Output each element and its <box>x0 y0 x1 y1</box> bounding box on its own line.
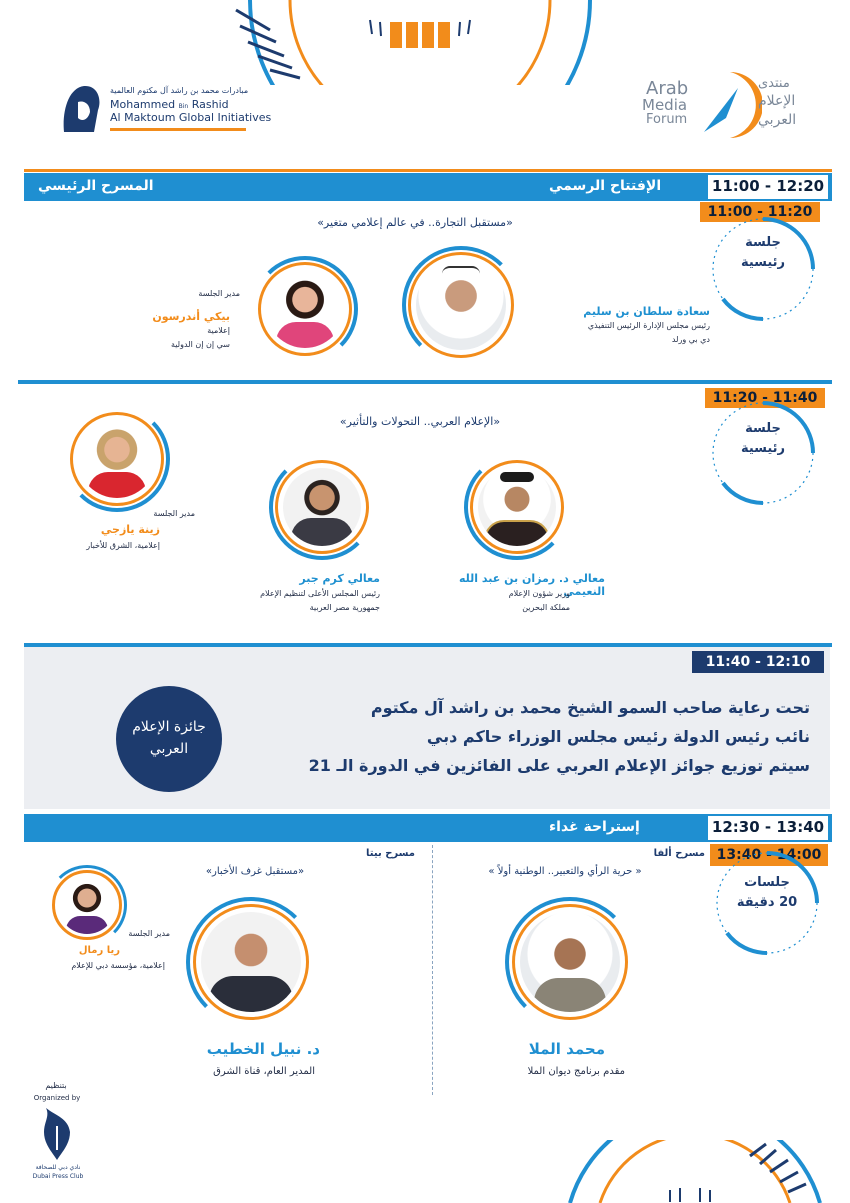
session1-speaker-role1: رئيس مجلس الإدارة الرئيس التنفيذي <box>587 321 710 330</box>
beta-speaker-name: د. نبيل الخطيب <box>206 1040 320 1058</box>
session1-speaker-role2: دي بي ورلد <box>671 335 710 344</box>
awards-line1: تحت رعاية صاحب السمو الشيخ محمد بن راشد آل مكتوم <box>370 698 810 717</box>
opening-time: 11:00 - 12:20 <box>711 177 825 195</box>
session1-topic: «مستقبل التجارة.. في عالم إعلامي متغير» <box>317 216 513 229</box>
session2-topic: «الإعلام العربي.. التحولات والتأثير» <box>339 415 501 428</box>
alpha-topic: « حرية الرأي والتعبير.. الوطنية أولاً » <box>488 866 642 877</box>
bottom-dial-decoration <box>560 1140 830 1203</box>
session1-moderator-role1: إعلامية <box>207 326 230 335</box>
awards-time: 11:40 - 12:10 <box>692 651 824 673</box>
mbr-english-line3: Al Maktoum Global Initiatives <box>110 111 272 124</box>
award-logo-text: جائزة الإعلام العربي <box>132 719 206 757</box>
session2-speaker1-role1: وزير شؤون الإعلام <box>508 589 570 598</box>
session2-moderator-name: زينة يازجي <box>100 523 160 536</box>
amf-arabic-line2: الإعلام <box>758 93 796 109</box>
mbr-english-line1 <box>110 98 229 111</box>
arab-media-award-logo <box>116 686 222 792</box>
session2-dial-line2: رئيسية <box>740 441 786 456</box>
opening-title: الإفتتاح الرسمي <box>549 178 662 194</box>
stages-separator <box>432 845 433 1095</box>
mbr-arabic-name: مبادرات محمد بن راشد آل مكتوم العالمية <box>110 86 249 95</box>
arab-media-forum-logo <box>640 68 820 143</box>
mbr-english-rashid: Rashid <box>191 98 229 111</box>
session2-moderator-role: إعلامية، الشرق للأخبار <box>86 541 160 550</box>
session3-moderator-name: ريا رمال <box>78 945 120 956</box>
session3-time: 13:40 - 14:00 <box>710 844 828 866</box>
stage-alpha-label: مسرح ألفا <box>653 848 705 859</box>
top-dial-decoration <box>230 0 610 85</box>
session2-time: 11:20 - 11:40 <box>705 388 825 408</box>
dpc-english: Dubai Press Club <box>32 1173 84 1180</box>
amf-english-media: Media <box>642 96 688 114</box>
beta-speaker-role: المدير العام، قناة الشرق <box>213 1066 315 1077</box>
session1-speaker-name: سعادة سلطان بن سليم <box>583 305 710 318</box>
opening-stage: المسرح الرئيسي <box>38 178 154 194</box>
session1-time: 11:00 - 11:20 <box>700 202 820 222</box>
session2-dial-line1: جلسة <box>745 421 781 436</box>
amf-arabic-line1: منتدى <box>758 76 790 91</box>
session3-moderator-role: إعلامية، مؤسسة دبي للإعلام <box>71 961 165 970</box>
session2-speaker1-photo <box>478 468 556 546</box>
session1-moderator-name: بيكي أندرسون <box>152 310 230 323</box>
session1-moderator-role2: سي إن إن الدولية <box>170 340 230 349</box>
session2-speaker2-role1: رئيس المجلس الأعلى لتنظيم الإعلام <box>260 589 380 598</box>
session2-speaker2-name: معالي كرم جبر <box>299 572 380 585</box>
session1-dial-line2: رئيسية <box>740 255 786 270</box>
mbr-emblem-icon <box>58 82 104 134</box>
session2-speaker1-role2: مملكة البحرين <box>522 603 570 612</box>
dubai-press-club-icon <box>40 1106 74 1162</box>
organized-by-arabic: بتنظيم <box>45 1081 67 1090</box>
mbr-orange-underline <box>110 128 246 131</box>
lunch-title: إستراحة غداء <box>549 819 640 835</box>
session2-speaker1-name: معالي د. رمزان بن عبد الله النعيمي <box>459 572 605 598</box>
mbr-english-bin: Bin <box>178 103 189 110</box>
session3-moderator-photo <box>58 876 116 934</box>
awards-line3: سيتم توزيع جوائز الإعلام العربي على الفائزين في الدورة الـ 21 <box>308 756 810 775</box>
dpc-arabic: نادي دبي للصحافة <box>35 1164 81 1171</box>
alpha-speaker-photo <box>520 912 620 1012</box>
stage-beta-label: مسرح بيتا <box>366 848 415 859</box>
session1-moderator-photo <box>266 270 344 348</box>
session3-moderator-label: مدير الجلسة <box>128 929 170 938</box>
amf-english-arab: Arab <box>646 78 689 99</box>
section-divider-1 <box>18 380 832 384</box>
lunch-time: 12:30 - 13:40 <box>711 818 825 836</box>
session2-speaker2-role2: جمهورية مصر العربية <box>309 603 380 612</box>
awards-line2: نائب رئيس الدولة رئيس مجلس الوزراء حاكم دبي <box>426 727 810 746</box>
alpha-speaker-role: مقدم برنامج ديوان الملا <box>527 1066 625 1077</box>
mbr-english-mohammed: Mohammed <box>110 98 176 111</box>
session2-moderator-label: مدير الجلسة <box>153 509 195 518</box>
organized-by-english: Organized by <box>33 1094 81 1102</box>
beta-speaker-photo <box>201 912 301 1012</box>
amf-emblem-icon <box>700 68 762 140</box>
session3-dial-line2: 20 دقيقة <box>736 895 798 910</box>
mbr-logo <box>58 82 278 137</box>
alpha-speaker-name: محمد الملا <box>528 1040 605 1058</box>
opening-top-line <box>24 169 832 172</box>
beta-topic: «مستقبل غرف الأخبار» <box>205 866 305 877</box>
amf-english-forum: Forum <box>646 112 688 127</box>
session3-dial-line1: جلسات <box>744 875 790 890</box>
session2-moderator-photo <box>78 420 156 498</box>
session1-dial-line1: جلسة <box>745 235 781 250</box>
session1-speaker-photo <box>416 260 506 350</box>
session2-speaker2-photo <box>283 468 361 546</box>
amf-arabic-line3: العربي <box>758 112 797 128</box>
session1-moderator-label: مدير الجلسة <box>198 289 240 298</box>
